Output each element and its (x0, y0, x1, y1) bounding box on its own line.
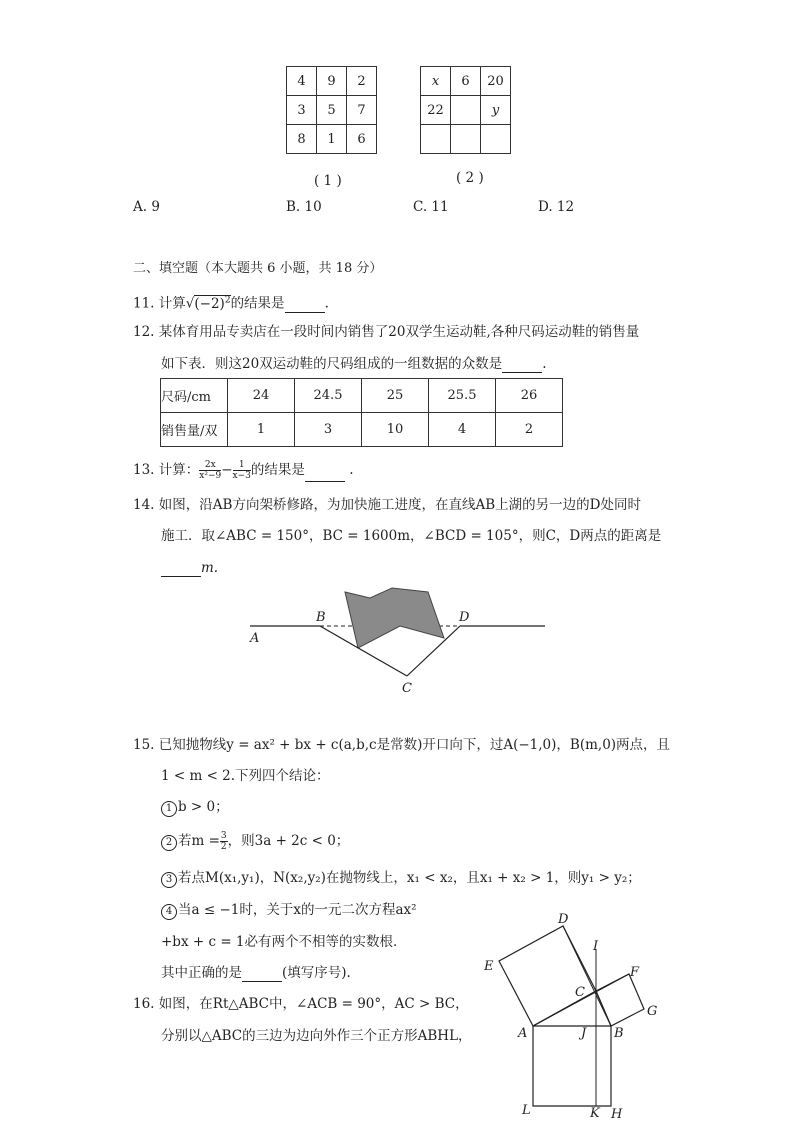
table-cell: 25 (362, 379, 429, 413)
q16-number: 16. (133, 996, 155, 1012)
label-a: A (250, 631, 260, 646)
grid2-cell: 20 (481, 67, 511, 96)
grid2-cell: 6 (451, 67, 481, 96)
q11-radicand: $(-2)^2$ (194, 295, 231, 312)
question-15-line1: 15. 已知抛物线y = ax² + bx + c(a,b,c是常数)开口向下，过A(−1,0)，B(m,0)两点，且 (133, 737, 671, 753)
bridge-lake-figure (240, 580, 560, 700)
grid2-cell (451, 125, 481, 154)
label-c: C (575, 985, 585, 1000)
answer-blank (285, 298, 325, 313)
circled-number: 3 (161, 872, 177, 888)
magic-square-grid-1 (286, 66, 377, 154)
answer-blank (305, 467, 345, 482)
table-cell: 3 (295, 413, 362, 447)
q15-conclusion-4-cont: +bx + c = 1必有两个不相等的实数根． (161, 934, 407, 950)
q15-conclusion-4: 4 当a ≤ −1时，关于x的一元二次方程ax² (161, 901, 417, 920)
label-d: D (459, 610, 470, 625)
label-h: H (611, 1107, 623, 1122)
label-b: B (614, 1026, 624, 1041)
table-cell: 10 (362, 413, 429, 447)
q11-suffix: 的结果是 (230, 295, 285, 312)
question-12-line1: 12. 某体育用品专卖店在一段时间内销售了20双学生运动鞋,各种尺码运动鞋的销售量 (133, 324, 640, 340)
grid2-cell (451, 96, 481, 125)
circled-number: 2 (161, 835, 177, 851)
question-14-line2: 施工．取∠ABC = 150°，BC = 1600m，∠BCD = 105°，则C，D两点的距离是 (161, 528, 662, 544)
label-a: A (518, 1026, 528, 1041)
q15-conclusion-1: 1 b > 0； (161, 798, 229, 817)
table-cell: 2 (496, 413, 563, 447)
q15-conclusion-2: 2 若m = $\frac{3}{2}$ ，则3a + 2c < 0； (161, 829, 349, 853)
table-cell: 26 (496, 379, 563, 413)
table-header-cell: 尺码/cm (161, 379, 228, 413)
grid1-cell: 4 (287, 67, 317, 96)
question-13: 13. 计算： $\frac{2x}{\text{x²−9}}$ − $\frac{1}{x-3}$ 的结果是 . (133, 460, 354, 481)
grid2-cell (421, 125, 451, 154)
question-14-line3: m. (161, 559, 218, 577)
label-c: C (402, 681, 412, 696)
label-f: F (630, 965, 640, 980)
table-header-cell: 销售量/双 (161, 413, 228, 447)
option-c: C. 11 (413, 199, 449, 215)
question-11: 11. 计算$√(-2)^2$的结果是 . (133, 295, 329, 312)
grid1-cell: 3 (287, 96, 317, 125)
question-14-line1: 14. 如图，沿AB方向架桥修路，为加快施工进度，在直线AB上湖的另一边的D处同时 (133, 497, 641, 513)
question-15-line2: 1 < m < 2.下列四个结论： (161, 768, 330, 784)
section-heading: 二、填空题（本大题共 6 小题，共 18 分） (133, 261, 383, 276)
grid1-cell: 5 (317, 96, 347, 125)
question-12-line2: 如下表．则这20双运动鞋的尺码组成的一组数据的众数是 . (161, 356, 547, 372)
label-b: B (316, 610, 326, 625)
label-g: G (647, 1004, 658, 1019)
grid1-cell: 7 (347, 96, 377, 125)
grid1-cell: 2 (347, 67, 377, 96)
label-e: E (484, 959, 494, 974)
sqrt-symbol: √ (185, 295, 195, 312)
fraction: $\frac{1}{x-3}$ (232, 460, 251, 481)
label-j: J (581, 1026, 587, 1041)
circled-number: 4 (161, 904, 177, 920)
table-cell: 25.5 (429, 379, 496, 413)
q15-conclusion-3: 3 若点M(x₁,y₁)，N(x₂,y₂)在抛物线上，x₁ < x₂，且x₁ + x₂ > 1，则y₁ > y₂； (161, 869, 641, 888)
table-cell: 4 (429, 413, 496, 447)
label-i: I (593, 939, 599, 954)
grid2-cell (481, 125, 511, 154)
square-abhl (533, 1026, 611, 1106)
lake-shape (345, 588, 444, 648)
fraction: $\frac{3}{2}$ (220, 831, 227, 852)
shoe-size-table (160, 378, 563, 447)
grid1-cell: 8 (287, 125, 317, 154)
q11-prefix: 计算 (158, 295, 186, 312)
table-cell: 1 (228, 413, 295, 447)
q13-number: 13. (133, 462, 155, 478)
label-l: L (522, 1103, 531, 1118)
q12-number: 12. (133, 324, 155, 340)
label-k: K (590, 1106, 600, 1121)
segment-db (563, 926, 611, 1026)
grid1-caption: ( 1 ) (314, 173, 342, 189)
q11-number: 11. (133, 295, 155, 312)
q14-number: 14. (133, 497, 155, 513)
pythagoras-squares-figure (478, 912, 668, 1123)
option-b: B. 10 (286, 199, 322, 215)
grid2-cell: 22 (421, 96, 451, 125)
option-a: A. 9 (133, 199, 160, 215)
grid2-cell: y (481, 96, 511, 125)
answer-blank (161, 562, 201, 577)
magic-square-grid-2 (420, 66, 511, 154)
question-16-line2: 分别以△ABC的三边为边向外作三个正方形ABHL， (161, 1028, 472, 1044)
grid2-caption: ( 2 ) (456, 170, 484, 186)
grid2-cell: x (421, 67, 451, 96)
table-cell: 24.5 (295, 379, 362, 413)
circled-number: 1 (161, 801, 177, 817)
grid1-cell: 1 (317, 125, 347, 154)
question-16-line1: 16. 如图，在Rt△ABC中，∠ACB = 90°，AC > BC， (133, 996, 469, 1012)
answer-blank (502, 358, 542, 373)
fraction: $\frac{2x}{\text{x²−9}}$ (199, 460, 222, 481)
q15-answer-line: 其中正确的是 (填写序号). (161, 965, 351, 981)
q15-number: 15. (133, 737, 155, 753)
grid1-cell: 6 (347, 125, 377, 154)
answer-blank (242, 967, 282, 982)
segment-af (533, 974, 629, 1026)
option-d: D. 12 (538, 199, 575, 215)
square-acde (499, 926, 596, 1026)
label-d: D (558, 912, 569, 927)
square-bcfg (596, 974, 644, 1026)
table-cell: 24 (228, 379, 295, 413)
grid1-cell: 9 (317, 67, 347, 96)
